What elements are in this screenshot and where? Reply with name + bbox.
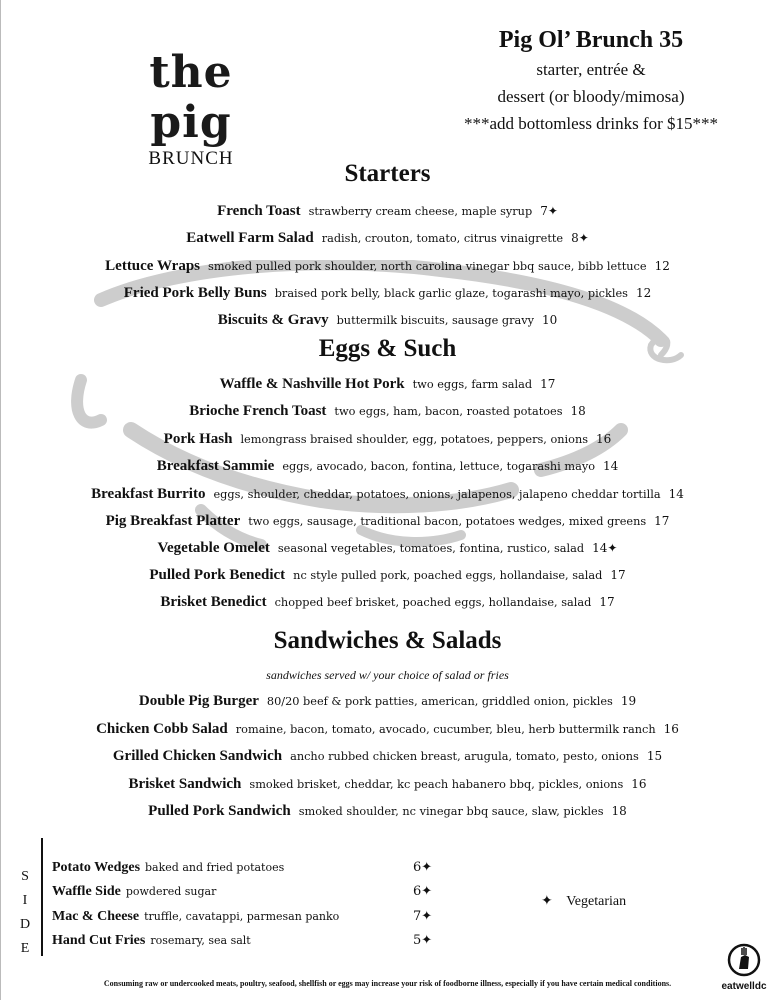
item-desc: two eggs, farm salad <box>412 378 533 391</box>
item-name: Brisket Benedict <box>160 594 267 610</box>
sides-divider <box>41 838 43 956</box>
item-price: 12 <box>654 259 670 273</box>
item-name: Eatwell Farm Salad <box>186 230 314 246</box>
badge-label: eatwelldc <box>721 981 767 992</box>
hand-fork-logo-icon <box>726 943 762 977</box>
item-name: Vegetable Omelet <box>157 540 270 556</box>
menu-item <box>1 513 773 530</box>
side-name: Waffle Side <box>52 884 121 899</box>
item-desc: smoked brisket, cheddar, kc peach habanero bbq, pickles, onions <box>249 778 624 791</box>
vegetarian-star-icon: ✦ <box>541 894 553 909</box>
menu-item <box>1 230 773 247</box>
menu-item <box>1 540 773 557</box>
sides-letter: E <box>20 941 30 956</box>
footer-disclaimer: Consuming raw or undercooked meats, poultry, seafood, shellfish or eggs may increase your risk of foodborne illness, especially if you have certain medical conditions. <box>103 979 672 988</box>
item-desc: romaine, bacon, tomato, avocado, cucumber, bleu, herb buttermilk ranch <box>235 723 656 736</box>
deal-title: Pig Ol’ Brunch 35 <box>498 27 684 53</box>
item-desc: two eggs, ham, bacon, roasted potatoes <box>334 405 563 418</box>
side-price: 6✦ <box>413 860 433 875</box>
menu-item <box>1 567 773 584</box>
item-desc: radish, crouton, tomato, citrus vinaigrette <box>321 232 564 245</box>
item-price: 16 <box>663 722 679 736</box>
menu-item <box>1 776 773 793</box>
menu-item <box>1 486 773 503</box>
item-price: 8✦ <box>571 231 589 245</box>
item-price: 15 <box>646 749 663 763</box>
side-desc: rosemary, sea salt <box>150 934 251 947</box>
side-desc: truffle, cavatappi, parmesan panko <box>144 910 340 923</box>
item-price: 16 <box>631 777 647 791</box>
side-price: 6✦ <box>413 884 433 899</box>
sides-letter: I <box>22 893 28 908</box>
item-price: 17 <box>654 514 670 528</box>
logo-subtitle: BRUNCH <box>148 148 234 169</box>
item-desc: chopped beef brisket, poached eggs, hollandaise, salad <box>274 596 592 609</box>
menu-item <box>1 721 773 738</box>
sides-letter: D <box>19 917 31 932</box>
item-price: 14 <box>603 459 619 473</box>
menu-item <box>1 203 773 220</box>
item-desc: braised pork belly, black garlic glaze, togarashi mayo, pickles <box>274 287 628 300</box>
item-price: 16 <box>596 432 612 446</box>
menu-item <box>1 431 773 448</box>
section-title-sandwiches: Sandwiches & Salads <box>273 627 502 654</box>
sandwiches-note: sandwiches served w/ your choice of salad or fries <box>266 668 509 682</box>
menu-item <box>1 803 773 820</box>
item-price: 19 <box>620 694 637 708</box>
side-price: 7✦ <box>413 909 433 924</box>
menu-item <box>1 285 773 302</box>
item-desc: strawberry cream cheese, maple syrup <box>308 205 533 218</box>
side-desc: baked and fried potatoes <box>145 861 285 874</box>
item-desc: buttermilk biscuits, sausage gravy <box>336 314 534 327</box>
side-item <box>52 909 432 925</box>
side-price: 5✦ <box>413 933 433 948</box>
item-desc: eggs, shoulder, cheddar, potatoes, onions, jalapenos, jalapeno cheddar tortilla <box>213 488 661 501</box>
item-name: French Toast <box>217 203 301 219</box>
side-item <box>52 884 432 900</box>
side-name: Potato Wedges <box>52 860 141 875</box>
item-price: 10 <box>541 313 558 327</box>
item-name: Lettuce Wraps <box>105 258 201 274</box>
logo <box>101 48 281 170</box>
menu-item <box>1 258 773 275</box>
item-desc: two eggs, sausage, traditional bacon, potatoes wedges, mixed greens <box>248 515 647 528</box>
item-name: Biscuits & Gravy <box>217 312 329 328</box>
item-name: Pig Breakfast Platter <box>105 513 241 529</box>
side-item <box>52 933 432 949</box>
item-desc: nc style pulled pork, poached eggs, hollandaise, salad <box>293 569 603 582</box>
item-price: 12 <box>635 286 652 300</box>
vegetarian-legend <box>541 893 626 910</box>
section-title-starters: Starters <box>344 160 431 187</box>
item-name: Brioche French Toast <box>189 403 327 419</box>
item-name: Breakfast Sammie <box>156 458 275 474</box>
menu-item <box>1 594 773 611</box>
item-name: Grilled Chicken Sandwich <box>112 748 283 764</box>
item-price: 14✦ <box>592 541 618 555</box>
item-name: Chicken Cobb Salad <box>96 721 228 737</box>
menu-item <box>1 312 773 329</box>
item-price: 14 <box>668 487 684 501</box>
brunch-deal-box <box>431 24 751 137</box>
item-name: Breakfast Burrito <box>91 486 206 502</box>
item-name: Fried Pork Belly Buns <box>123 285 267 301</box>
menu-item <box>1 748 773 765</box>
menu-item <box>1 458 773 475</box>
menu-item <box>1 376 773 393</box>
vegetarian-label: Vegetarian <box>566 894 627 909</box>
item-name: Double Pig Burger <box>138 693 259 709</box>
item-name: Pulled Pork Benedict <box>149 567 286 583</box>
item-desc: lemongrass braised shoulder, egg, potatoes, peppers, onions <box>240 433 589 446</box>
section-title-eggs: Eggs & Such <box>318 335 457 362</box>
item-desc: ancho rubbed chicken breast, arugula, tomato, pesto, onions <box>290 750 639 763</box>
deal-line-1: starter, entrée & <box>536 60 646 79</box>
item-desc: smoked shoulder, nc vinegar bbq sauce, slaw, pickles <box>298 805 604 818</box>
deal-line-2: dessert (or bloody/mimosa) <box>497 87 685 106</box>
deal-line-3: ***add bottomless drinks for $15*** <box>463 114 719 133</box>
menu-item <box>1 403 773 420</box>
item-price: 17 <box>540 377 556 391</box>
side-name: Mac & Cheese <box>52 909 140 924</box>
item-price: 7✦ <box>540 204 558 218</box>
item-desc: seasonal vegetables, tomatoes, fontina, rustico, salad <box>277 542 585 555</box>
side-desc: powdered sugar <box>125 885 217 898</box>
item-price: 18 <box>570 404 586 418</box>
item-name: Pork Hash <box>163 431 233 447</box>
item-price: 17 <box>610 568 626 582</box>
item-name: Brisket Sandwich <box>128 776 242 792</box>
sides-letter: S <box>21 869 29 884</box>
side-item <box>52 860 432 876</box>
side-name: Hand Cut Fries <box>52 933 146 948</box>
item-desc: eggs, avocado, bacon, fontina, lettuce, togarashi mayo <box>282 460 596 473</box>
item-name: Waffle & Nashville Hot Pork <box>219 376 405 392</box>
item-price: 18 <box>611 804 627 818</box>
menu-item <box>1 693 773 710</box>
sides-vertical-label <box>18 865 32 961</box>
item-desc: smoked pulled pork shoulder, north carolina vinegar bbq sauce, bibb lettuce <box>208 260 647 273</box>
logo-wordmark: the pig <box>149 47 233 148</box>
item-desc: 80/20 beef & pork patties, american, griddled onion, pickles <box>266 695 613 708</box>
item-price: 17 <box>599 595 615 609</box>
item-name: Pulled Pork Sandwich <box>148 803 291 819</box>
